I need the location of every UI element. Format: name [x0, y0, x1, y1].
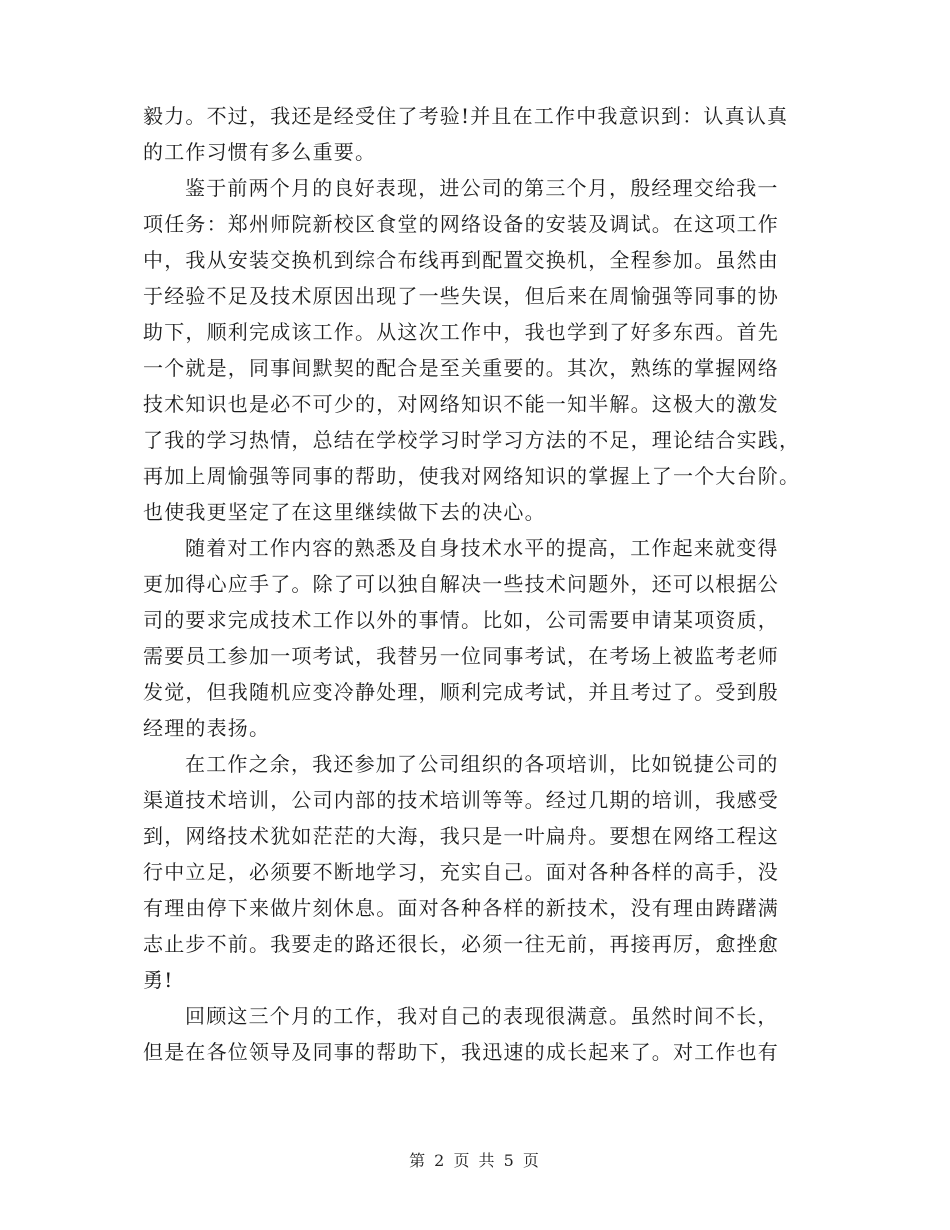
- text-line: 毅力。不过，我还是经受住了考验!并且在工作中我意识到：认真认真: [143, 104, 789, 128]
- text-line: 渠道技术培训，公司内部的技术培训等等。经过几期的培训，我感受: [143, 788, 779, 812]
- text-line: 但是在各位领导及同事的帮助下，我迅速的成长起来了。对工作也有: [143, 1040, 779, 1064]
- text-line: 司的要求完成技术工作以外的事情。比如，公司需要申请某项资质，: [143, 608, 779, 632]
- text-line: 经理的表扬。: [143, 716, 271, 740]
- text-line: 中，我从安装交换机到综合布线再到配置交换机，全程参加。虽然由: [143, 248, 779, 272]
- text-line: 行中立足，必须要不断地学习，充实自己。面对各种各样的高手，没: [143, 860, 779, 884]
- text-line: 再加上周愉强等同事的帮助，使我对网络知识的掌握上了一个大台阶。: [143, 464, 801, 488]
- text-line: 有理由停下来做片刻休息。面对各种各样的新技术，没有理由踌躇满: [143, 896, 779, 920]
- text-line: 一个就是，同事间默契的配合是至关重要的。其次，熟练的掌握网络: [143, 356, 779, 380]
- page-number-footer: 第 2 页 共 5 页: [409, 1151, 541, 1170]
- text-line: 也使我更坚定了在这里继续做下去的决心。: [143, 500, 546, 524]
- text-line: 于经验不足及技术原因出现了一些失误，但后来在周愉强等同事的协: [143, 284, 779, 308]
- text-line: 的工作习惯有多么重要。: [143, 140, 377, 164]
- text-line: 更加得心应手了。除了可以独自解决一些技术问题外，还可以根据公: [143, 572, 779, 596]
- paragraph-start-line: 在工作之余，我还参加了公司组织的各项培训，比如锐捷公司的: [185, 752, 779, 776]
- text-line: 助下，顺利完成该工作。从这次工作中，我也学到了好多东西。首先: [143, 320, 779, 344]
- text-line: 到，网络技术犹如茫茫的大海，我只是一叶扁舟。要想在网络工程这: [143, 824, 779, 848]
- text-line: 发觉，但我随机应变冷静处理，顺利完成考试，并且考过了。受到殷: [143, 680, 779, 704]
- text-line: 勇!: [143, 968, 174, 992]
- text-line: 了我的学习热情，总结在学校学习时学习方法的不足，理论结合实践，: [143, 428, 801, 452]
- document-body: [143, 98, 811, 1070]
- paragraph-start-line: 鉴于前两个月的良好表现，进公司的第三个月，殷经理交给我一: [185, 176, 779, 200]
- paragraph-start-line: 随着对工作内容的熟悉及自身技术水平的提高，工作起来就变得: [185, 536, 779, 560]
- text-line: 技术知识也是必不可少的，对网络知识不能一知半解。这极大的激发: [143, 392, 779, 416]
- text-line: 需要员工参加一项考试，我替另一位同事考试，在考场上被监考老师: [143, 644, 779, 668]
- text-line: 项任务：郑州师院新校区食堂的网络设备的安装及调试。在这项工作: [143, 212, 779, 236]
- text-line: 志止步不前。我要走的路还很长，必须一往无前，再接再厉，愈挫愈: [143, 932, 779, 956]
- paragraph-start-line: 回顾这三个月的工作，我对自己的表现很满意。虽然时间不长，: [185, 1004, 779, 1028]
